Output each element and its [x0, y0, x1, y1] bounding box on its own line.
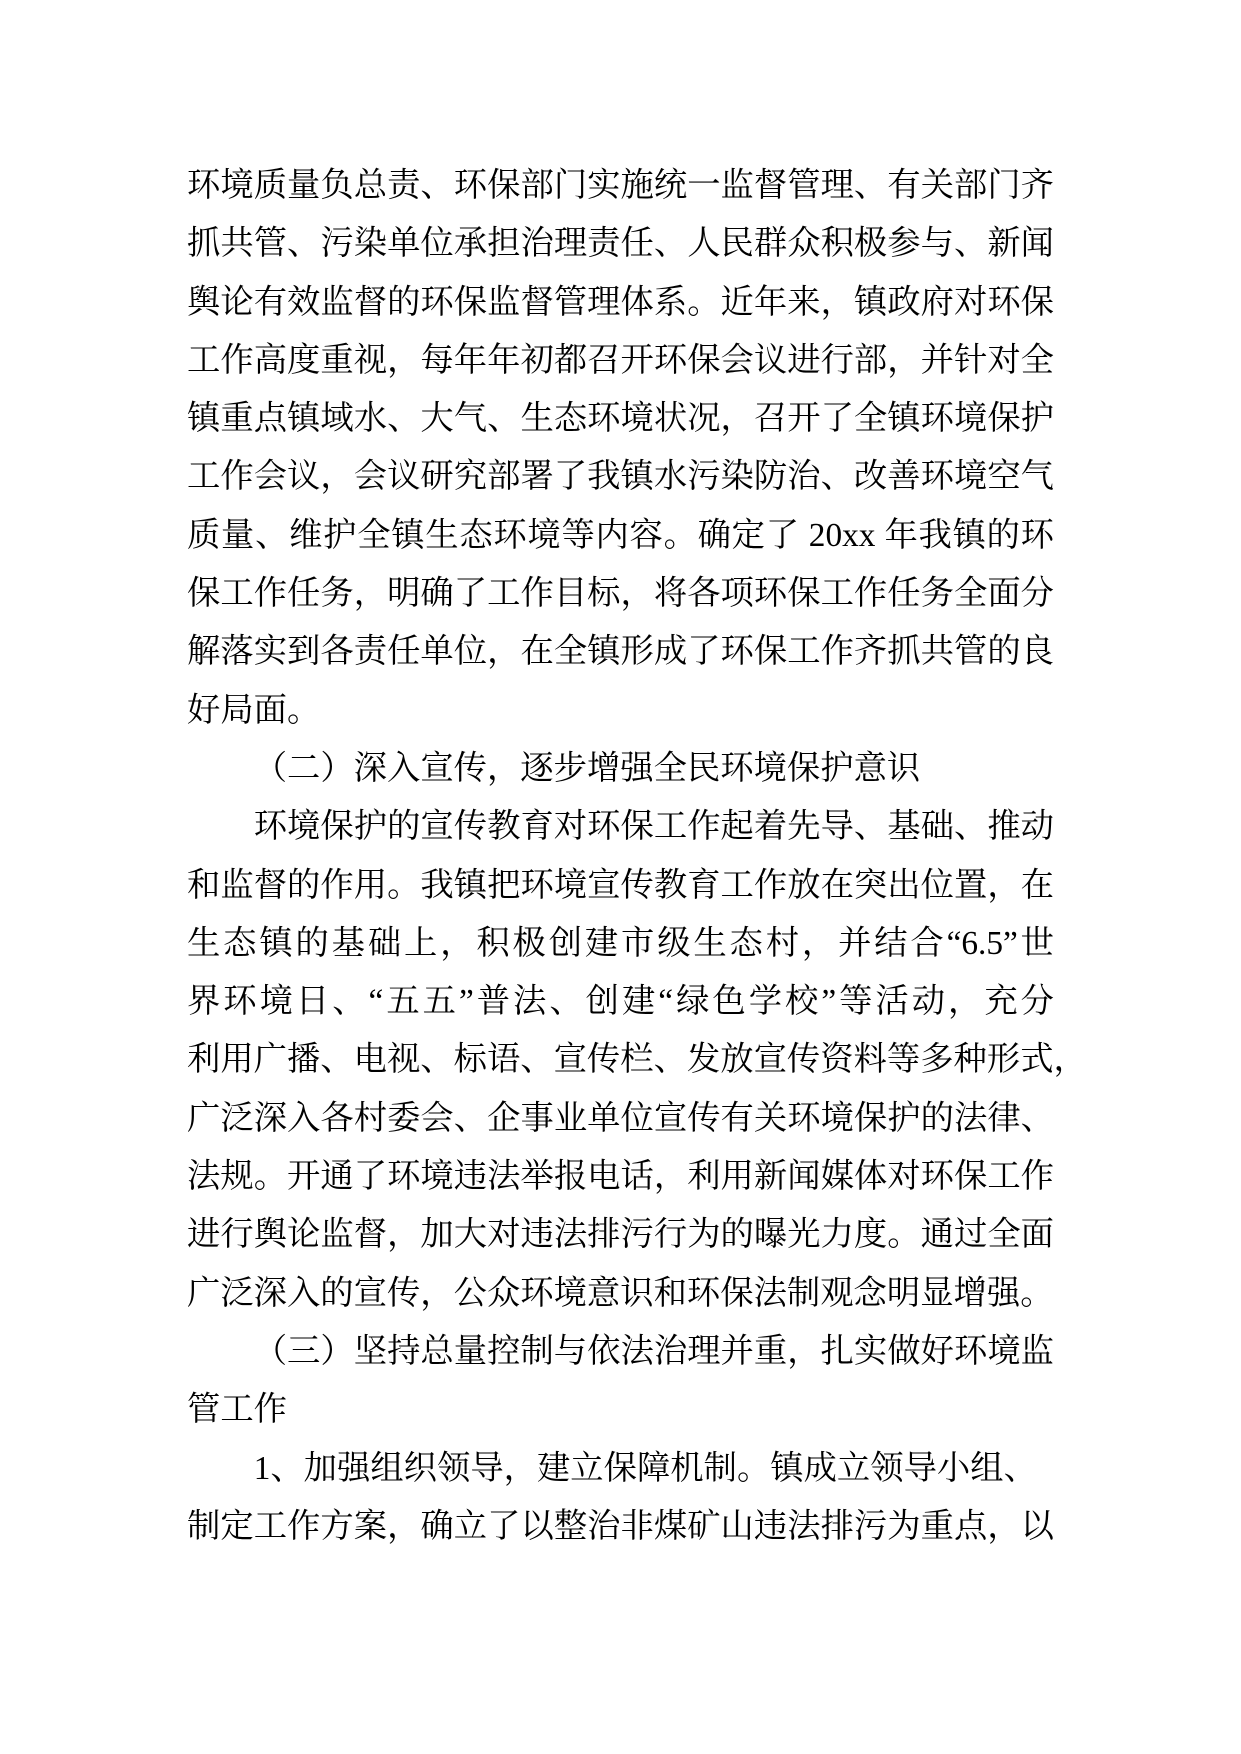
text-line: 1、加强组织领导，建立保障机制。镇成立领导小组、	[253, 1449, 1037, 1487]
text-line: 质量、维护全镇生态环境等内容。确定了 20xx 年我镇的环	[187, 516, 1054, 554]
text-line: 环境质量负总责、环保部门实施统一监督管理、有关部门齐	[187, 167, 1054, 204]
paragraph-continuation	[187, 157, 1054, 740]
section-heading: （三）坚持总量控制与依法治理并重，扎实做好环境监	[253, 1332, 1054, 1370]
section-heading-continued: 管工作	[187, 1391, 287, 1429]
text-line: 解落实到各责任单位，在全镇形成了环保工作齐抓共管的良	[187, 633, 1054, 671]
text-line: 好局面。	[187, 691, 321, 729]
text-line: 广泛深入各村委会、企事业单位宣传有关环境保护的法律、	[187, 1099, 1054, 1137]
text-line: 制定工作方案，确立了以整治非煤矿山违法排污为重点，以	[187, 1507, 1054, 1545]
text-line: 法规。开通了环境违法举报电话，利用新闻媒体对环保工作	[187, 1158, 1054, 1196]
text-line: 界环境日、“五五”普法、创建“绿色学校”等活动，充分	[187, 983, 1054, 1021]
text-line: 利用广播、电视、标语、宣传栏、发放宣传资料等多种形式，	[187, 1041, 1087, 1079]
paragraph-publicity	[187, 798, 1087, 1323]
text-line: 和监督的作用。我镇把环境宣传教育工作放在突出位置，在	[187, 866, 1054, 904]
heading-section-3	[187, 1323, 1054, 1440]
heading-section-2	[187, 740, 1054, 798]
text-line: 广泛深入的宣传，公众环境意识和环保法制观念明显增强。	[187, 1274, 1054, 1312]
text-line: 舆论有效监督的环保监督管理体系。近年来，镇政府对环保	[187, 283, 1054, 321]
text-line: 保工作任务，明确了工作目标，将各项环保工作任务全面分	[187, 575, 1054, 613]
text-line: 镇重点镇域水、大气、生态环境状况，召开了全镇环境保护	[187, 400, 1054, 438]
document-text-block	[187, 157, 1087, 1556]
text-line: 生态镇的基础上，积极创建市级生态村，并结合“6.5”世	[187, 924, 1054, 962]
paragraph-item-1	[187, 1440, 1054, 1557]
section-heading: （二）深入宣传，逐步增强全民环境保护意识	[253, 749, 921, 787]
text-line: 进行舆论监督，加大对违法排污行为的曝光力度。通过全面	[187, 1216, 1054, 1254]
text-line: 环境保护的宣传教育对环保工作起着先导、基础、推动	[253, 808, 1054, 846]
text-line: 工作会议，会议研究部署了我镇水污染防治、改善环境空气	[187, 458, 1054, 496]
text-line: 抓共管、污染单位承担治理责任、人民群众积极参与、新闻	[187, 225, 1054, 263]
text-line: 工作高度重视，每年年初都召开环保会议进行部，并针对全	[187, 341, 1054, 379]
